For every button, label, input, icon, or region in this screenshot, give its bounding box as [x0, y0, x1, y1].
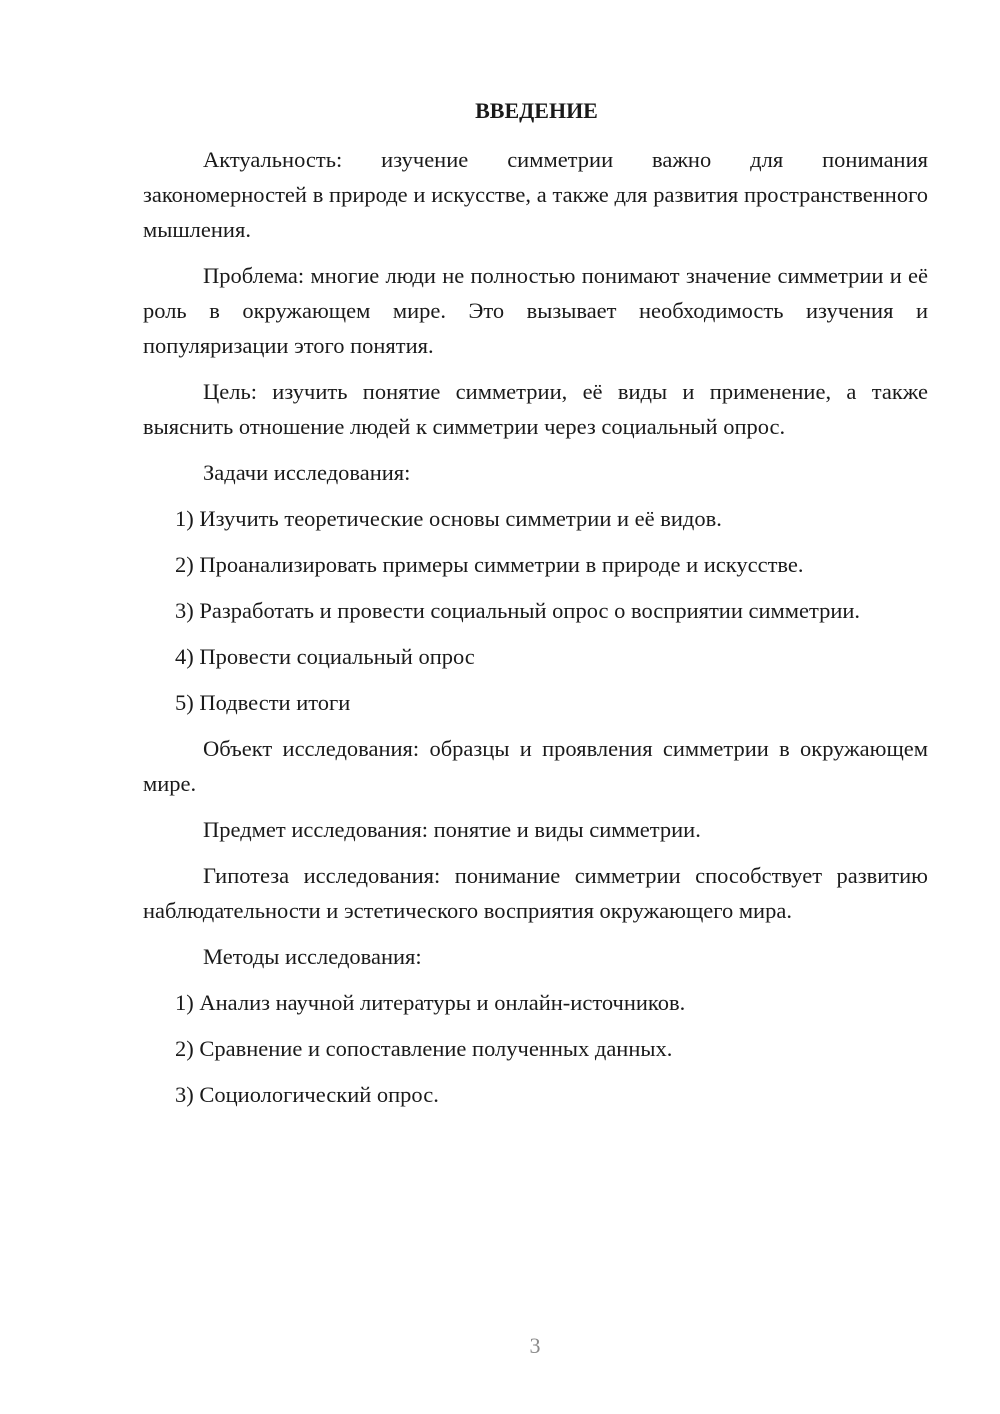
subject-paragraph: Предмет исследования: понятие и виды симметрии.	[203, 817, 701, 842]
task-item: 2) Проанализировать примеры симметрии в природе и искусстве.	[175, 552, 804, 577]
task-item: 5) Подвести итоги	[175, 690, 351, 715]
methods-heading: Методы исследования:	[203, 944, 422, 969]
method-item: 3) Социологический опрос.	[175, 1082, 439, 1107]
relevance-paragraph: Актуальность: изучение симметрии важно для понимания закономерностей в природе и искусстве, а также для развития пространственного мышления.	[143, 147, 928, 242]
object-paragraph: Объект исследования: образцы и проявления симметрии в окружающем мире.	[143, 736, 928, 796]
problem-paragraph: Проблема: многие люди не полностью понимают значение симметрии и её роль в окружающем мире. Это вызывает необходимость изучения и популяризации этого понятия.	[143, 263, 928, 358]
task-item: 1) Изучить теоретические основы симметрии и её видов.	[175, 506, 722, 531]
task-item: 3) Разработать и провести социальный опрос о восприятии симметрии.	[175, 598, 861, 623]
tasks-heading: Задачи исследования:	[203, 460, 411, 485]
document-body	[143, 96, 928, 1123]
hypothesis-paragraph: Гипотеза исследования: понимание симметрии способствует развитию наблюдательности и эстетического восприятия окружающего мира.	[143, 863, 928, 923]
goal-paragraph: Цель: изучить понятие симметрии, её виды и применение, а также выяснить отношение людей к симметрии через социальный опрос.	[143, 379, 928, 439]
task-item: 4) Провести социальный опрос	[175, 644, 475, 669]
method-item: 1) Анализ научной литературы и онлайн-источников.	[175, 990, 686, 1015]
page-number: 3	[529, 1333, 541, 1358]
method-item: 2) Сравнение и сопоставление полученных данных.	[175, 1036, 673, 1061]
page-title: ВВЕДЕНИЕ	[475, 98, 598, 123]
